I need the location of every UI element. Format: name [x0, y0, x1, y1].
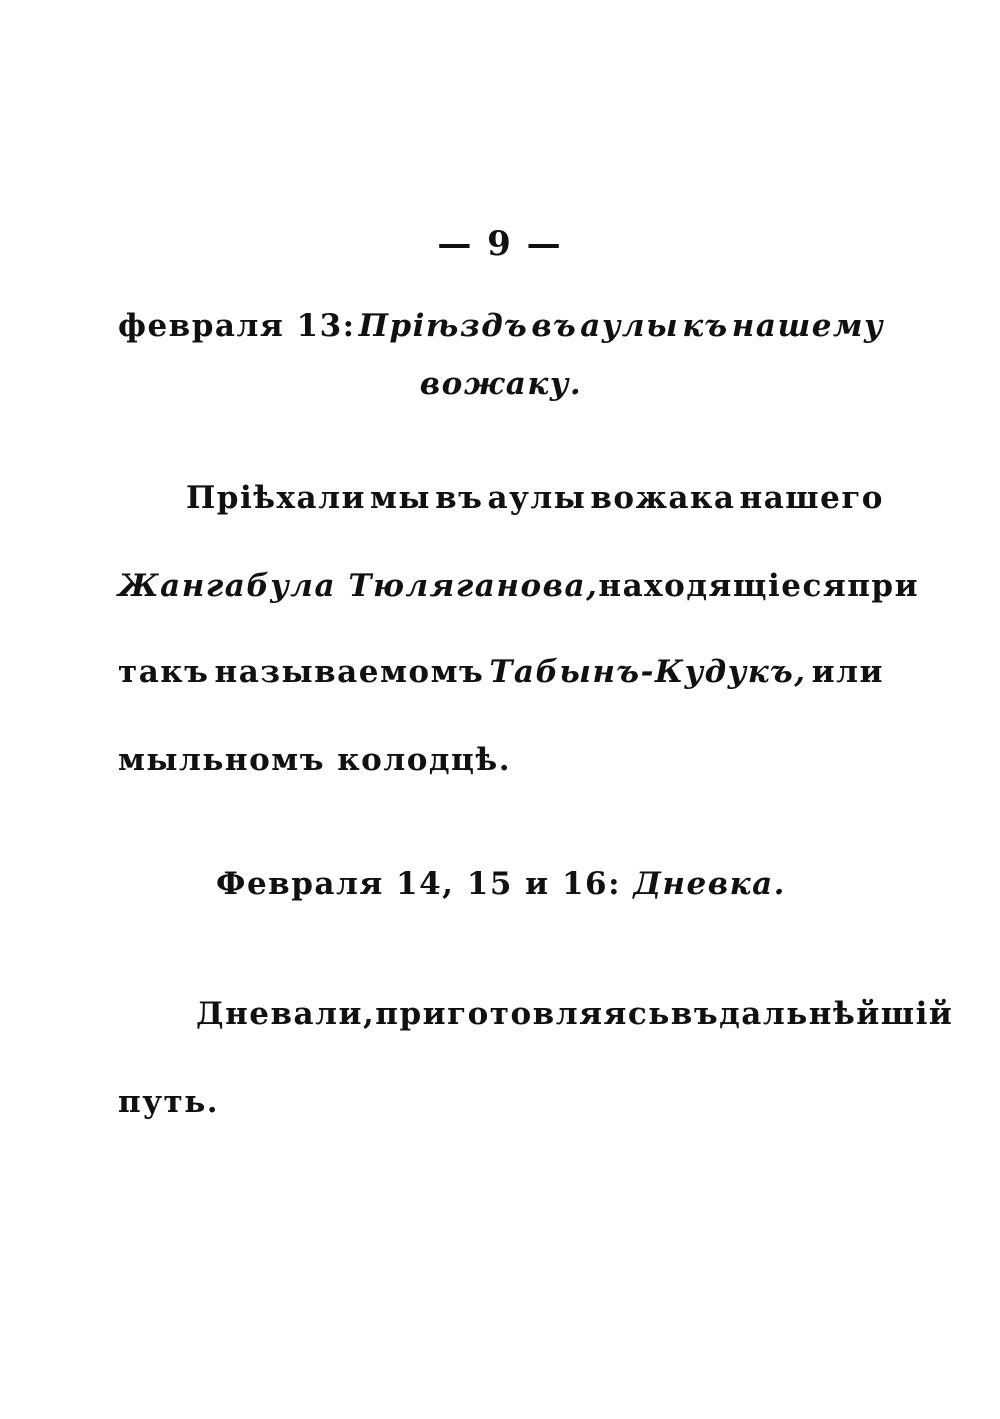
- body-word: называемомъ: [214, 654, 485, 690]
- entry1-heading-line1: [118, 306, 884, 346]
- body-word: такъ: [118, 654, 210, 690]
- body-word: вожака: [590, 480, 736, 516]
- body-word: Дневали,: [196, 996, 376, 1032]
- entry2-date: Февраля 14, 15 и 16:: [216, 866, 622, 902]
- body-word: Пріѣхали: [186, 480, 366, 516]
- entry1-body-line2: [118, 566, 920, 606]
- entry1-body-line4: мыльномъ колодцѣ.: [118, 742, 512, 778]
- entry1-title-word: въ: [531, 308, 578, 344]
- page-number: — 9 —: [437, 224, 563, 264]
- body-word: мы: [370, 480, 432, 516]
- body-word: приготовляясь: [375, 996, 671, 1032]
- body-word: дальнѣйшій: [719, 996, 954, 1032]
- body-word: нашего: [739, 480, 884, 516]
- body-word: въ: [670, 996, 720, 1032]
- entry2-body-line1: [196, 994, 954, 1034]
- body-word: въ: [435, 480, 484, 516]
- entry1-title-word: Пріѣздъ: [358, 308, 529, 344]
- entry2-heading: [118, 864, 884, 904]
- entry1-title-word: нашему: [731, 308, 884, 344]
- entry1-heading-line2: вожаку.: [419, 366, 583, 402]
- body-word: при: [847, 568, 920, 604]
- entry1-body-line1: [186, 478, 884, 518]
- entry1-title-word: аулы: [580, 308, 680, 344]
- entry2-title: Дневка.: [633, 866, 786, 902]
- person-name: Жангабула Тюляганова,: [118, 568, 599, 604]
- body-word: находящіеся: [598, 568, 848, 604]
- body-word: аулы: [487, 480, 587, 516]
- entry1-title-word: къ: [682, 308, 729, 344]
- entry2-body-line2: путь.: [118, 1084, 220, 1120]
- body-word: или: [811, 654, 884, 690]
- entry1-date: февраля 13:: [118, 308, 356, 344]
- entry1-body-line3: [118, 652, 884, 692]
- place-name: Табынъ-Кудукъ,: [489, 654, 807, 690]
